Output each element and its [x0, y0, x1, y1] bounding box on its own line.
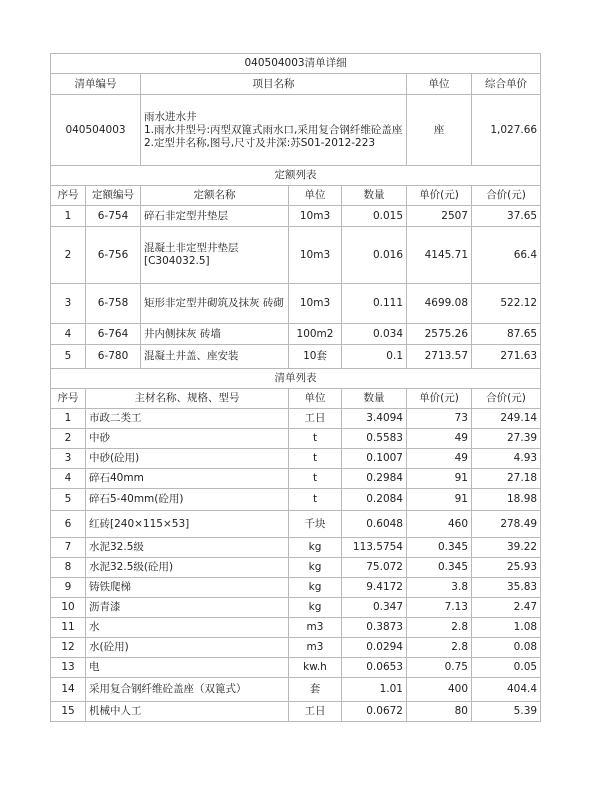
- materials-header-cell: 数量: [342, 389, 407, 409]
- quota-qty: 0.111: [342, 284, 407, 324]
- material-unit: 套: [289, 678, 342, 702]
- materials-header-cell: 单位: [289, 389, 342, 409]
- col-header-price: 综合单价: [472, 74, 541, 95]
- quota-header-cell: 单价(元): [407, 186, 472, 206]
- material-unit: 工日: [289, 702, 342, 722]
- item-unit: 座: [407, 95, 472, 166]
- material-total: 35.83: [472, 578, 541, 598]
- quota-price: 4699.08: [407, 284, 472, 324]
- material-name: 沥青漆: [86, 598, 289, 618]
- quota-header-cell: 数量: [342, 186, 407, 206]
- material-total: 278.49: [472, 511, 541, 538]
- quota-header-cell: 合价(元): [472, 186, 541, 206]
- quota-code: 6-764: [86, 324, 141, 345]
- material-name: 碎石40mm: [86, 469, 289, 489]
- quota-price: 2713.57: [407, 345, 472, 369]
- material-total: 27.39: [472, 429, 541, 449]
- material-price: 91: [407, 489, 472, 511]
- material-unit: 千块: [289, 511, 342, 538]
- material-price: 73: [407, 409, 472, 429]
- material-price: 0.345: [407, 558, 472, 578]
- quota-unit: 10m3: [289, 206, 342, 227]
- material-no: 13: [51, 658, 86, 678]
- quota-no: 2: [51, 227, 86, 284]
- quota-unit: 10套: [289, 345, 342, 369]
- quota-code: 6-754: [86, 206, 141, 227]
- material-unit: t: [289, 469, 342, 489]
- material-qty: 0.3873: [342, 618, 407, 638]
- item-code: 040504003: [51, 95, 141, 166]
- item-desc-line3: 2.定型井名称,图号,尺寸及井深:苏S01-2012-223: [144, 136, 376, 149]
- material-no: 8: [51, 558, 86, 578]
- table-row: [51, 511, 541, 538]
- table-row: [51, 598, 541, 618]
- material-total: 39.22: [472, 538, 541, 558]
- material-qty: 0.347: [342, 598, 407, 618]
- materials-header-cell: 合价(元): [472, 389, 541, 409]
- table-row: [51, 409, 541, 429]
- table-row: [51, 558, 541, 578]
- material-unit: kg: [289, 558, 342, 578]
- quota-unit: 10m3: [289, 284, 342, 324]
- quota-header-cell: 定额名称: [141, 186, 289, 206]
- material-no: 12: [51, 638, 86, 658]
- table-row: [51, 538, 541, 558]
- table-row: [51, 429, 541, 449]
- material-unit: kg: [289, 598, 342, 618]
- material-name: 铸铁爬梯: [86, 578, 289, 598]
- material-unit: kg: [289, 578, 342, 598]
- material-qty: 3.4094: [342, 409, 407, 429]
- material-no: 2: [51, 429, 86, 449]
- material-total: 0.08: [472, 638, 541, 658]
- material-qty: 0.0294: [342, 638, 407, 658]
- material-qty: 0.0653: [342, 658, 407, 678]
- table-row: [51, 345, 541, 369]
- quota-qty: 0.015: [342, 206, 407, 227]
- material-no: 14: [51, 678, 86, 702]
- quota-no: 3: [51, 284, 86, 324]
- material-total: 27.18: [472, 469, 541, 489]
- material-qty: 0.6048: [342, 511, 407, 538]
- material-total: 5.39: [472, 702, 541, 722]
- quota-name: 矩形非定型井砌筑及抹灰 砖砌: [141, 284, 289, 324]
- material-total: 4.93: [472, 449, 541, 469]
- material-no: 6: [51, 511, 86, 538]
- material-qty: 1.01: [342, 678, 407, 702]
- quota-no: 4: [51, 324, 86, 345]
- quota-price: 2507: [407, 206, 472, 227]
- material-name: 中砂(砼用): [86, 449, 289, 469]
- material-qty: 9.4172: [342, 578, 407, 598]
- table-row: [51, 578, 541, 598]
- materials-header-cell: 序号: [51, 389, 86, 409]
- material-price: 49: [407, 449, 472, 469]
- item-description: [141, 95, 407, 166]
- quota-qty: 0.034: [342, 324, 407, 345]
- materials-section-title: 清单列表: [51, 369, 541, 389]
- quota-name: 混凝土井盖、座安装: [141, 345, 289, 369]
- item-desc-line1: 雨水进水井: [144, 110, 197, 123]
- material-unit: t: [289, 489, 342, 511]
- col-header-unit: 单位: [407, 74, 472, 95]
- material-name: 机械中人工: [86, 702, 289, 722]
- quota-no: 5: [51, 345, 86, 369]
- col-header-code: 清单编号: [51, 74, 141, 95]
- materials-header-row: [51, 389, 541, 409]
- table-row: [51, 489, 541, 511]
- material-total: 2.47: [472, 598, 541, 618]
- materials-header-cell: 单价(元): [407, 389, 472, 409]
- quota-name: 碎石非定型井垫层: [141, 206, 289, 227]
- material-price: 2.8: [407, 618, 472, 638]
- material-total: 0.05: [472, 658, 541, 678]
- table-row: [51, 284, 541, 324]
- material-name: 水泥32.5级(砼用): [86, 558, 289, 578]
- quota-name: 混凝土非定型井垫层[C304032.5]: [141, 227, 289, 284]
- material-no: 5: [51, 489, 86, 511]
- material-price: 0.345: [407, 538, 472, 558]
- quota-code: 6-780: [86, 345, 141, 369]
- quota-total: 522.12: [472, 284, 541, 324]
- material-name: 水: [86, 618, 289, 638]
- material-qty: 113.5754: [342, 538, 407, 558]
- material-qty: 0.5583: [342, 429, 407, 449]
- item-price: 1,027.66: [472, 95, 541, 166]
- material-price: 400: [407, 678, 472, 702]
- material-price: 91: [407, 469, 472, 489]
- material-price: 49: [407, 429, 472, 449]
- material-qty: 75.072: [342, 558, 407, 578]
- material-price: 0.75: [407, 658, 472, 678]
- quota-no: 1: [51, 206, 86, 227]
- table-row: [51, 324, 541, 345]
- quota-price: 4145.71: [407, 227, 472, 284]
- table-row: [51, 469, 541, 489]
- material-unit: kg: [289, 538, 342, 558]
- quota-price: 2575.26: [407, 324, 472, 345]
- material-no: 11: [51, 618, 86, 638]
- material-unit: t: [289, 449, 342, 469]
- quota-header-cell: 单位: [289, 186, 342, 206]
- col-header-name: 项目名称: [141, 74, 407, 95]
- material-total: 404.4: [472, 678, 541, 702]
- table-row: [51, 638, 541, 658]
- material-name: 水(砼用): [86, 638, 289, 658]
- quota-unit: 10m3: [289, 227, 342, 284]
- quota-name: 井内侧抹灰 砖墙: [141, 324, 289, 345]
- quota-total: 87.65: [472, 324, 541, 345]
- quota-total: 37.65: [472, 206, 541, 227]
- material-total: 25.93: [472, 558, 541, 578]
- material-price: 7.13: [407, 598, 472, 618]
- detail-table: [50, 53, 541, 369]
- material-name: 红砖[240×115×53]: [86, 511, 289, 538]
- quota-qty: 0.016: [342, 227, 407, 284]
- material-unit: t: [289, 429, 342, 449]
- quota-unit: 100m2: [289, 324, 342, 345]
- table-row: [51, 678, 541, 702]
- material-name: 水泥32.5级: [86, 538, 289, 558]
- quota-qty: 0.1: [342, 345, 407, 369]
- material-name: 采用复合钢纤维砼盖座（双篦式）: [86, 678, 289, 702]
- quota-code: 6-758: [86, 284, 141, 324]
- material-qty: 0.0672: [342, 702, 407, 722]
- material-price: 460: [407, 511, 472, 538]
- material-name: 电: [86, 658, 289, 678]
- table-row: [51, 618, 541, 638]
- material-unit: 工日: [289, 409, 342, 429]
- materials-table: [50, 368, 541, 722]
- material-unit: m3: [289, 638, 342, 658]
- material-total: 249.14: [472, 409, 541, 429]
- quota-header-cell: 定额编号: [86, 186, 141, 206]
- material-unit: m3: [289, 618, 342, 638]
- material-no: 7: [51, 538, 86, 558]
- table-row: [51, 449, 541, 469]
- item-desc-line2: 1.雨水井型号:丙型双篦式雨水口,采用复合钢纤维砼盖座: [144, 123, 403, 136]
- material-qty: 0.2984: [342, 469, 407, 489]
- material-price: 3.8: [407, 578, 472, 598]
- material-no: 15: [51, 702, 86, 722]
- quota-total: 271.63: [472, 345, 541, 369]
- page-title: 040504003清单详细: [51, 54, 541, 74]
- material-unit: kw.h: [289, 658, 342, 678]
- material-no: 1: [51, 409, 86, 429]
- table-row: [51, 658, 541, 678]
- quota-code: 6-756: [86, 227, 141, 284]
- material-no: 9: [51, 578, 86, 598]
- quota-total: 66.4: [472, 227, 541, 284]
- quota-section-title: 定额列表: [51, 166, 541, 186]
- table-row: [51, 206, 541, 227]
- quota-header-row: [51, 186, 541, 206]
- material-qty: 0.1007: [342, 449, 407, 469]
- table-row: [51, 227, 541, 284]
- material-no: 4: [51, 469, 86, 489]
- material-price: 80: [407, 702, 472, 722]
- material-total: 18.98: [472, 489, 541, 511]
- quota-header-cell: 序号: [51, 186, 86, 206]
- material-no: 10: [51, 598, 86, 618]
- material-no: 3: [51, 449, 86, 469]
- materials-header-cell: 主材名称、规格、型号: [86, 389, 289, 409]
- material-price: 2.8: [407, 638, 472, 658]
- material-name: 中砂: [86, 429, 289, 449]
- material-name: 碎石5-40mm(砼用): [86, 489, 289, 511]
- material-name: 市政二类工: [86, 409, 289, 429]
- table-row: [51, 702, 541, 722]
- material-qty: 0.2084: [342, 489, 407, 511]
- material-total: 1.08: [472, 618, 541, 638]
